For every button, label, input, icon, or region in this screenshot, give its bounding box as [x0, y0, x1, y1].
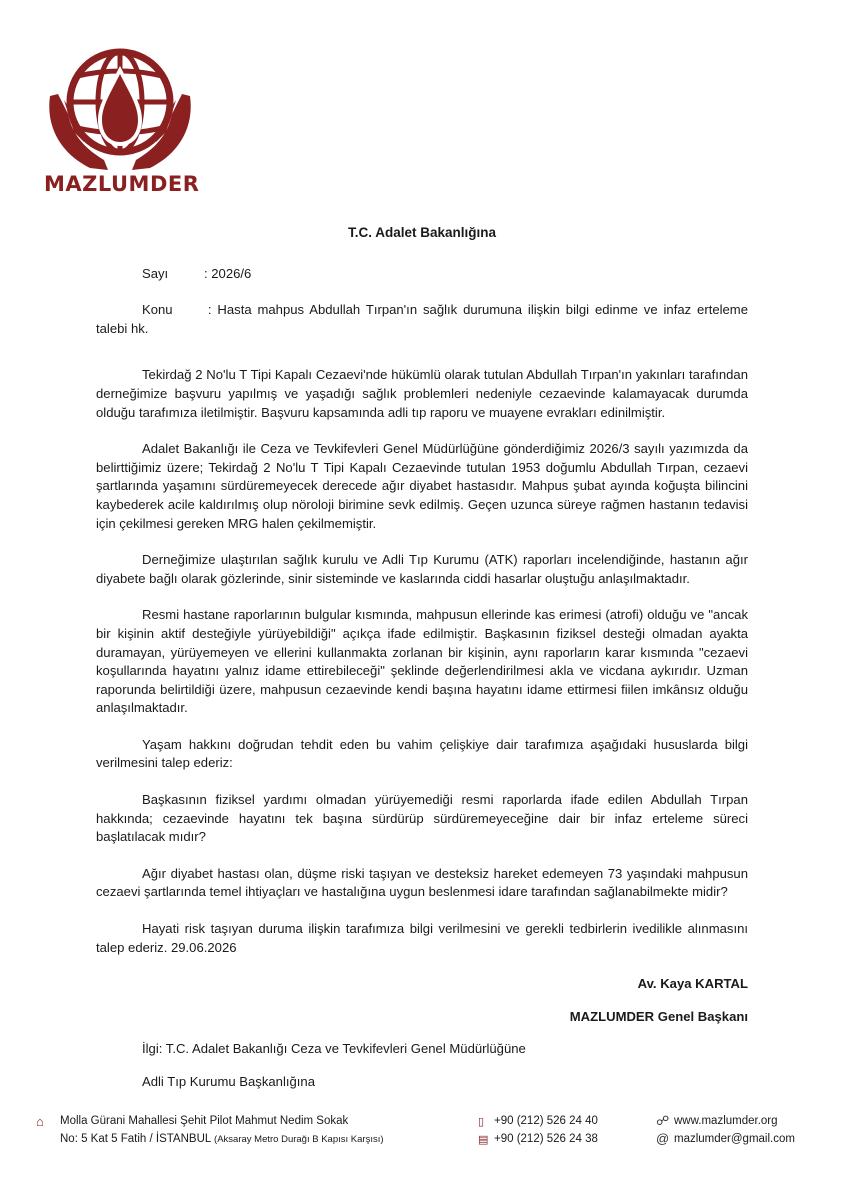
konu-row [96, 301, 748, 338]
email-row [656, 1130, 795, 1148]
phone1-row [478, 1112, 598, 1130]
signatory-title: MAZLUMDER Genel Başkanı [569, 1008, 748, 1024]
footer-web [656, 1112, 795, 1148]
paragraph: Başkasının fiziksel yardımı olmadan yürüyemediği resmi raporlarda ifade edilen Abdullah Tırpan hakkında; cezaevinde hayatını tek başına sürdürüp sürdüremeyeceğine dair bir infaz erteleme süreci başlatılacak mıdır? [96, 792, 748, 845]
paragraph: Resmi hastane raporlarının bulgular kısmında, mahpusun ellerinde kas erimesi (atrofi) olduğu ve "ancak bir kişinin aktif desteğiyle yürüyebildiği" açıkça ifade edilmiştir. Başkasının fiziksel desteği olmadan ayakta duramayan, yürüyemeyen ve ellerini kullanmakta zorlanan bir kişinin, aynı raporların karar kısmında "cezaevi koşullarında hayatını yalnız idame ettirebileceği" şeklinde değerlendirilmesi akla ve vicdana aykırıdır. Uzman raporunda belirtildiği üzere, mahpusun cezaevinde kendi başına hayatını idame ettirmesi fiilen imkânsız olduğu anlaşılmaktadır. [96, 607, 748, 716]
brand-name: MAZLUMDER [44, 172, 200, 196]
address-line2-text: No: 5 Kat 5 Fatih / İSTANBUL [60, 1133, 211, 1145]
email-link[interactable]: mazlumder@gmail.com [674, 1133, 795, 1145]
phone2[interactable]: +90 (212) 526 24 38 [494, 1133, 598, 1145]
website-row [656, 1112, 795, 1130]
paragraph: Derneğimize ulaştırılan sağlık kurulu ve Adli Tıp Kurumu (ATK) raporları incelendiğinde, hastanın ağır diyabete bağlı olarak gözlerinde, sinir sisteminde ve kaslarında ciddi hasarlar oluştuğu anlaşılmaktadır. [96, 552, 748, 586]
sayi-label: Sayı [142, 265, 169, 281]
konu-label: Konu [142, 302, 173, 318]
address-note: (Aksaray Metro Durağı B Kapısı Karşısı) [214, 1134, 384, 1145]
cc-line: İlgi: T.C. Adalet Bakanlığı Ceza ve Tevkifevleri Genel Müdürlüğüne [142, 1041, 526, 1057]
letter-body [96, 224, 748, 1106]
fax-icon: ▤ [478, 1134, 489, 1146]
cc-line: Adli Tıp Kurumu Başkanlığına [142, 1074, 315, 1089]
paragraph: Hayati risk taşıyan duruma ilişkin tarafımıza bilgi verilmesini ve gerekli tedbirlerin ivedilikle alınmasını talep ederiz. 29.06.2026 [96, 921, 748, 955]
paragraph: Adalet Bakanlığı ile Ceza ve Tevkifevleri Genel Müdürlüğüne gönderdiğimiz 2026/3 sayılı yazımızda da belirttiğimiz üzere; Tekirdağ 2 No'lu T Tipi Kapalı Cezaevinde tutulan 1953 doğumlu Abdullah Tırpan, cezaevi şartlarında yaşamını sürdüremeyecek derecede ağır diyabet hastasıdır. Mahpus şubat ayında koğuşta bilincini kaybederek acile kaldırılmış olup nöroloji birimine sevk edilmiş. Geçen uzunca süreye rağmen hastanın tedavisi için çekilmesi gereken MRG halen çekilmemiştir. [96, 441, 748, 531]
letter-title: T.C. Adalet Bakanlığına [347, 225, 497, 240]
phone-icon: ▯ [478, 1116, 485, 1128]
sayi-row [96, 265, 748, 284]
footer-phones [478, 1112, 598, 1148]
signatory-name: Av. Kaya KARTAL [637, 976, 748, 992]
paragraph: Tekirdağ 2 No'lu T Tipi Kapalı Cezaevi'nde hükümlü olarak tutulan Abdullah Tırpan'ın yakınları tarafından derneğimize başvuru yapılmış ve yaşadığı sağlık problemleri nedeniyle cezaevinde kalamayacak durumda olduğu tarafımıza iletilmiştir. Başvuru kapsamında adli tıp raporu ve muayene evrakları edinilmiştir. [96, 367, 748, 420]
paragraph: Yaşam hakkını doğrudan tehdit eden bu vahim çelişkiye dair tarafımıza aşağıdaki hususlarda bilgi verilmesini talep ederiz: [96, 736, 748, 771]
konu-value: : Hasta mahpus Abdullah Tırpan'ın sağlık durumuna ilişkin bilgi edinme ve infaz erteleme talebi hk. [96, 302, 748, 336]
at-icon: @ [656, 1131, 670, 1146]
website-link[interactable]: www.mazlumder.org [674, 1115, 778, 1127]
address-line2 [36, 1130, 456, 1149]
paragraph: Ağır diyabet hastası olan, düşme riski taşıyan ve desteksiz hareket edemeyen 73 yaşındaki mahpusun cezaevi şartlarında temel ihtiyaçları ve hastalığına uygun beslenmesi idare tarafından sağlanabilmekte midir? [96, 865, 748, 900]
globe-icon: ☍ [656, 1113, 670, 1128]
address-line1: Molla Gürani Mahallesi Şehit Pilot Mahmut Nedim Sokak [60, 1115, 349, 1127]
phone1[interactable]: +90 (212) 526 24 40 [494, 1115, 598, 1127]
phone2-row [478, 1130, 598, 1148]
home-icon: ⌂ [36, 1114, 44, 1129]
sayi-value: : 2026/6 [204, 265, 252, 281]
footer-address [36, 1112, 456, 1149]
